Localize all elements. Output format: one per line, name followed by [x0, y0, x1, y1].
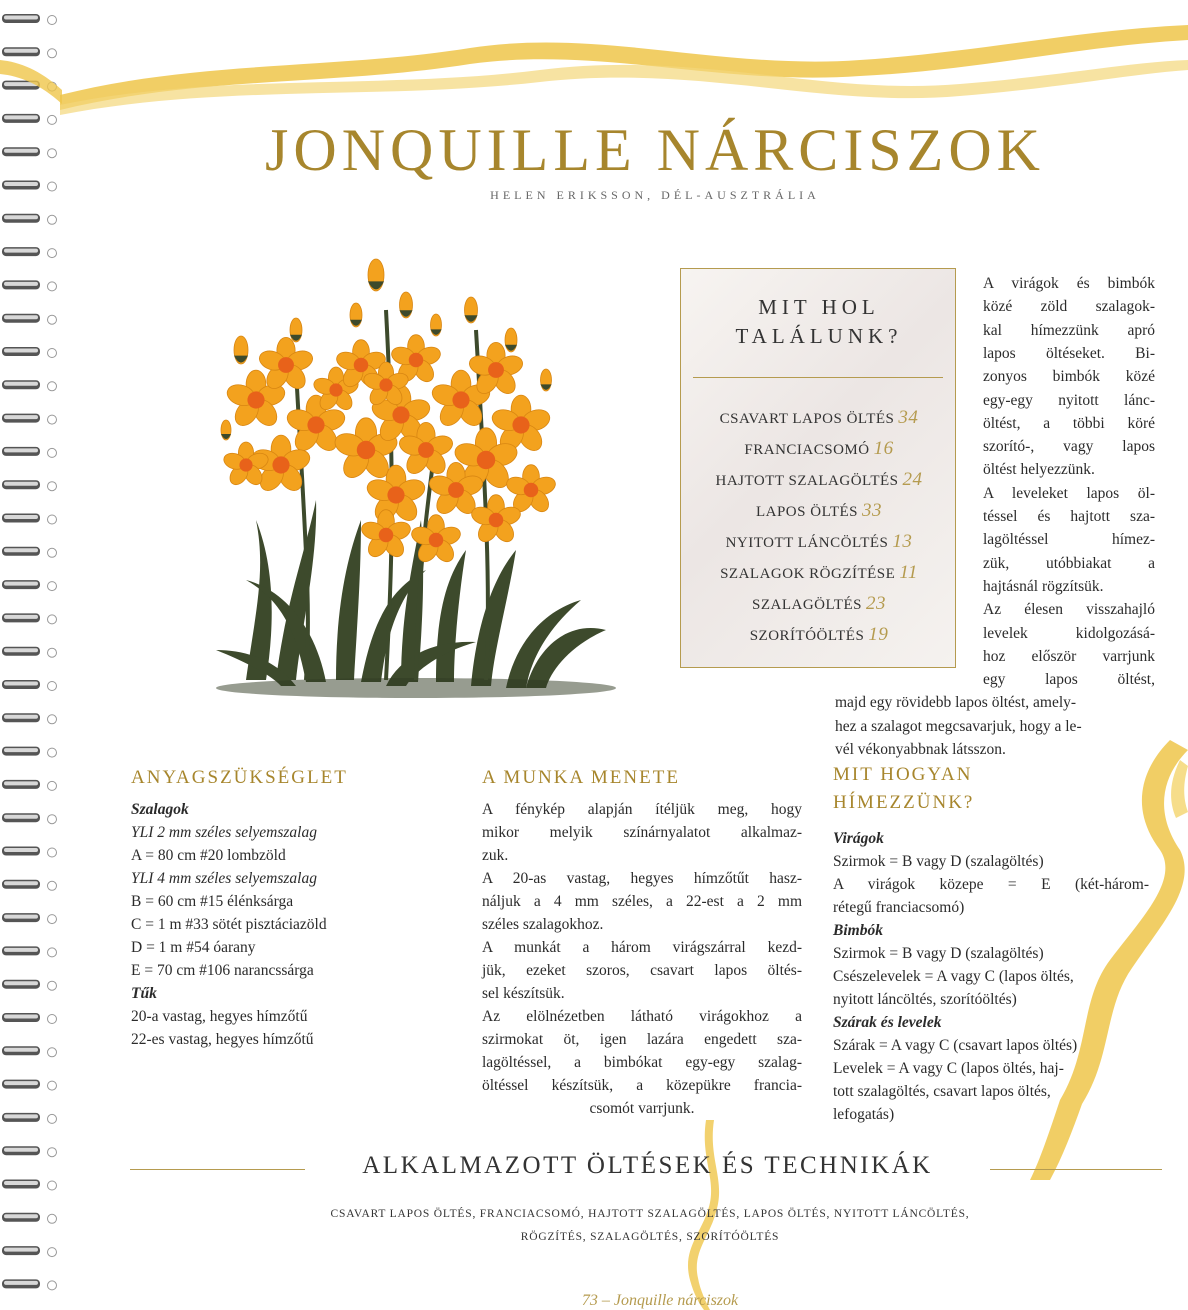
- techniques-heading: ALKALMAZOTT ÖLTÉSEK ÉS TECHNIKÁK: [362, 1152, 933, 1179]
- work-line: jük, ezeket szoros, csavart lapos öltés-: [482, 962, 802, 979]
- intro-line: vél vékonyabbnak látsszon.: [835, 741, 1006, 758]
- intro-line: lapos öltéseket. Bi-: [983, 344, 1155, 362]
- contents-item: [681, 495, 957, 526]
- stems-line-1: Szárak = A vagy C (csavart lapos öltés): [833, 1037, 1078, 1054]
- ribbon-b: B = 60 cm #15 élénksárga: [131, 893, 294, 910]
- contents-title-line-2: TALÁLUNK?: [735, 324, 903, 348]
- stems-line-4: lefogatás): [833, 1106, 895, 1123]
- work-line: széles szalagokhoz.: [482, 916, 604, 933]
- intro-line: hajtásnál rögzítsük.: [983, 577, 1104, 595]
- contents-item: [681, 433, 957, 464]
- ribbons-label: Szalagok: [131, 801, 189, 818]
- contents-item-page: 13: [892, 531, 913, 552]
- intro-line: egy lapos öltést,: [983, 671, 1155, 689]
- work-line: öltéssel készítsük, a közepükre francia-: [482, 1077, 802, 1094]
- work-line: zuk.: [482, 847, 509, 864]
- contents-item-label: NYITOTT LÁNCÖLTÉS: [725, 535, 889, 551]
- intro-line: lagöltéssel hímez-: [983, 531, 1155, 549]
- how-heading-line-1: MIT HOGYAN: [833, 764, 973, 785]
- contents-box-title: [681, 293, 957, 351]
- work-heading: A MUNKA MENETE: [482, 767, 680, 788]
- contents-item: [681, 526, 957, 557]
- contents-item-label: SZALAGÖLTÉS: [752, 597, 862, 613]
- flowers-line-3: rétegű franciacsomó): [833, 899, 965, 916]
- needles-label: Tűk: [131, 985, 157, 1002]
- contents-item-label: SZORÍTÓÖLTÉS: [749, 628, 865, 644]
- spiral-binding: [0, 0, 66, 1310]
- intro-line: öltést helyezzünk.: [983, 461, 1095, 479]
- contents-item-page: 24: [902, 469, 923, 490]
- materials-heading: ANYAGSZÜKSÉGLET: [131, 767, 348, 788]
- contents-list: [681, 402, 957, 650]
- contents-item: [681, 588, 957, 619]
- intro-line: A virágok és bimbók: [983, 275, 1155, 292]
- intro-line: öltést, a többi köré: [983, 414, 1155, 432]
- work-line: mikor melyik színárnyalatot alkalmaz-: [482, 824, 802, 841]
- intro-line: hoz először varrjunk: [983, 647, 1155, 665]
- contents-item-page: 34: [898, 407, 919, 428]
- flowers-line-2: A virágok közepe = E (két-három-: [833, 876, 1149, 893]
- intro-line: A leveleket lapos öl-: [983, 484, 1155, 502]
- intro-line: Az élesen visszahajló: [983, 601, 1155, 619]
- work-line: szirmokat öt, igen lazára engedett sza-: [482, 1031, 802, 1048]
- contents-item-page: 16: [873, 438, 894, 459]
- ribbon-c: C = 1 m #33 sötét pisztáciazöld: [131, 916, 327, 933]
- work-line: sel készítsük.: [482, 985, 565, 1002]
- contents-item-label: HAJTOTT SZALAGÖLTÉS: [715, 473, 899, 489]
- intro-line: levelek kidolgozásá-: [983, 624, 1155, 642]
- contents-item: [681, 402, 957, 433]
- work-line: A munkát a három virágszárral kezd-: [482, 939, 802, 956]
- work-line: lagöltéssel, a bimbókat egy-egy szalag-: [482, 1054, 802, 1071]
- contents-title-line-1: MIT HOL: [758, 295, 880, 319]
- techniques-line-2: RÖGZÍTÉS, SZALAGÖLTÉS, SZORÍTÓÖLTÉS: [520, 1231, 780, 1243]
- author-line: HELEN ERIKSSON, DÉL-AUSZTRÁLIA: [490, 188, 820, 202]
- intro-line: hez a szalagot megcsavarjuk, hogy a le-: [835, 717, 1082, 735]
- page-title: JONQUILLE NÁRCISZOK: [265, 117, 1045, 183]
- techniques-rule-right: [990, 1169, 1162, 1170]
- work-line: A fénykép alapján ítéljük meg, hogy: [482, 801, 802, 818]
- contents-item-page: 19: [868, 624, 889, 645]
- contents-item: [681, 464, 957, 495]
- ribbon-a: A = 80 cm #20 lombzöld: [131, 847, 286, 864]
- intro-line: közé zöld szalagok-: [983, 298, 1155, 316]
- contents-item-label: FRANCIACSOMÓ: [744, 442, 870, 458]
- buds-line-2: Csészelevelek = A vagy C (lapos öltés,: [833, 968, 1074, 985]
- contents-item-label: LAPOS ÖLTÉS: [755, 504, 859, 520]
- contents-item-label: SZALAGOK RÖGZÍTÉSE: [720, 566, 896, 582]
- yli-4mm-line: YLI 4 mm széles selyemszalag: [131, 870, 317, 887]
- buds-line-1: Szirmok = B vagy D (szalagöltés): [833, 945, 1044, 962]
- intro-line: zonyos bimbók közé: [983, 368, 1155, 386]
- intro-line: szorító-, vagy lapos: [983, 438, 1155, 456]
- intro-line: majd egy rövidebb lapos öltést, amely-: [835, 694, 1077, 712]
- contents-item-page: 23: [865, 593, 886, 614]
- techniques-line-1: CSAVART LAPOS ÖLTÉS, FRANCIACSOMÓ, HAJTOTT SZALAGÖLTÉS, LAPOS ÖLTÉS, NYITOTT LÁNCÖLTÉS,: [330, 1208, 970, 1220]
- needle-20: 20-a vastag, hegyes hímzőtű: [131, 1008, 308, 1025]
- flowers-label: Virágok: [833, 830, 884, 847]
- contents-box: [680, 268, 956, 668]
- contents-divider: [693, 377, 943, 378]
- intro-line: zük, utóbbiakat a: [983, 554, 1155, 572]
- work-line: A 20-as vastag, hegyes hímzőtűt hasz-: [482, 870, 802, 887]
- side-ribbon-decoration: [1020, 700, 1188, 1180]
- page-footer: 73 – Jonquille nárciszok: [581, 1292, 739, 1309]
- intro-line: téssel és hajtott sza-: [983, 508, 1155, 525]
- work-line: csomót varrjunk.: [589, 1100, 695, 1117]
- contents-item: [681, 619, 957, 650]
- yli-2mm-line: YLI 2 mm széles selyemszalag: [131, 824, 317, 841]
- intro-line: egy-egy nyitott lánc-: [983, 391, 1155, 409]
- stems-line-3: tott szalagöltés, csavart lapos öltés,: [833, 1083, 1051, 1100]
- contents-item-page: 33: [862, 500, 883, 521]
- top-ribbon-decoration: [0, 0, 1188, 130]
- contents-item-label: CSAVART LAPOS ÖLTÉS: [719, 411, 895, 427]
- buds-label: Bimbók: [833, 922, 883, 939]
- techniques-rule-left: [130, 1169, 305, 1170]
- how-heading-line-2: HÍMEZZÜNK?: [833, 792, 975, 813]
- daffodil-embroidery-photo: [186, 250, 642, 710]
- contents-item: [681, 557, 957, 588]
- ribbon-d: D = 1 m #54 óarany: [131, 939, 256, 956]
- buds-line-3: nyitott láncöltés, szorítóöltés): [833, 991, 1017, 1008]
- stems-label: Szárak és levelek: [833, 1014, 942, 1031]
- flowers-line-1: Szirmok = B vagy D (szalagöltés): [833, 853, 1044, 870]
- ribbon-e: E = 70 cm #106 narancssárga: [131, 962, 314, 979]
- intro-line: kal hímezzünk apró: [983, 321, 1155, 339]
- contents-item-page: 11: [899, 562, 918, 583]
- needle-22: 22-es vastag, hegyes hímzőtű: [131, 1031, 314, 1048]
- stems-line-2: Levelek = A vagy C (lapos öltés, haj-: [833, 1060, 1064, 1077]
- work-line: náljuk a 4 mm széles, a 22-est a 2 mm: [482, 893, 802, 910]
- work-line: Az elölnézetben látható virágokhoz a: [482, 1008, 802, 1025]
